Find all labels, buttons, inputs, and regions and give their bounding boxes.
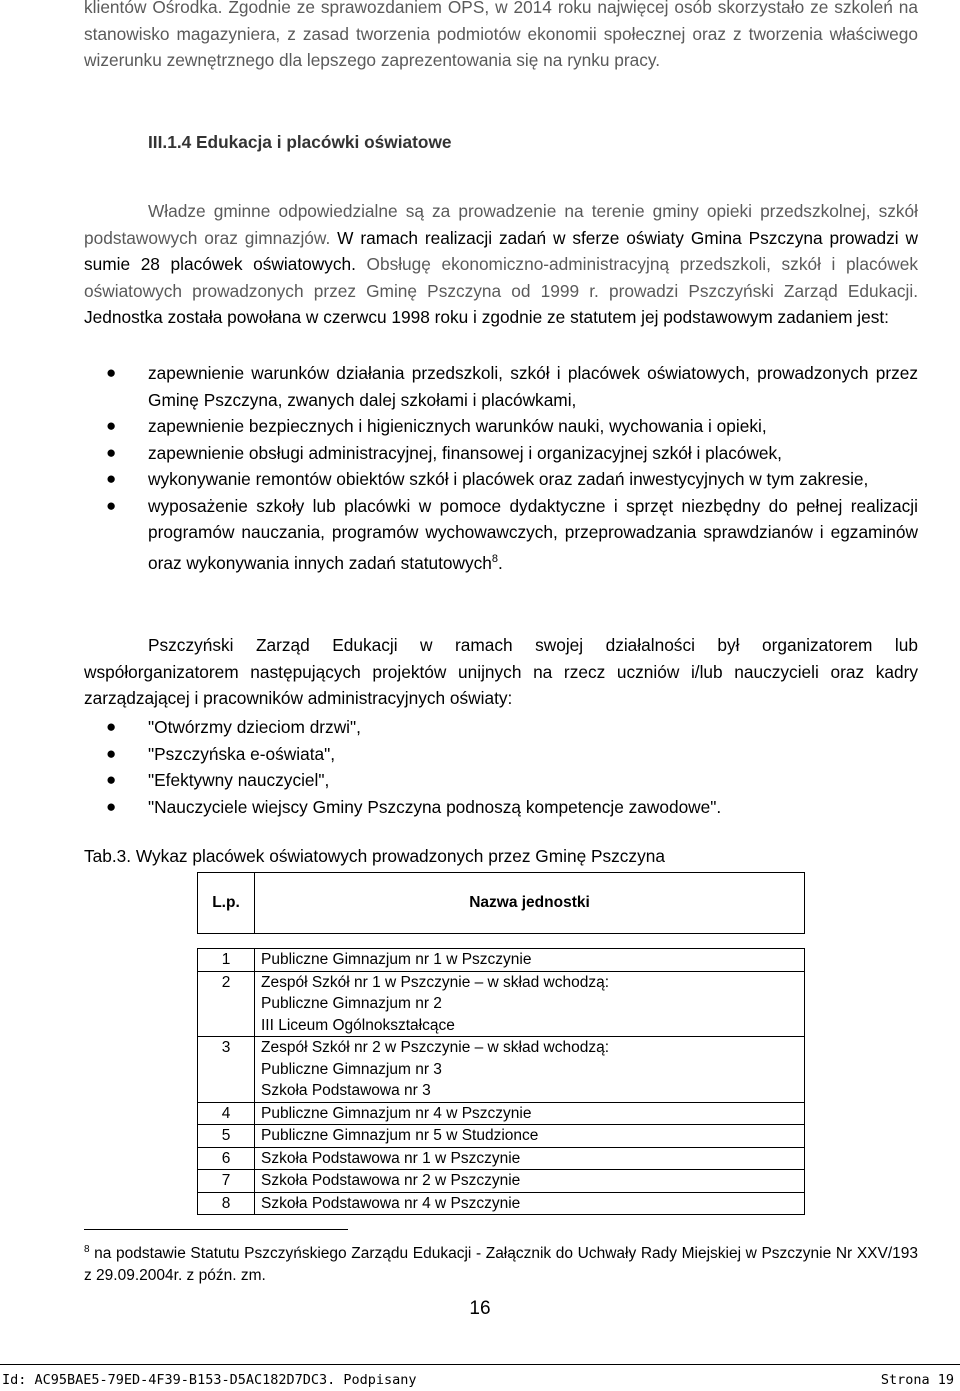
table-cell-lp: 2	[198, 971, 255, 1037]
list-item: ● "Otwórzmy dzieciom drzwi",	[84, 714, 918, 741]
schools-table	[197, 872, 805, 1215]
list-item: ● "Pszczyńska e-oświata",	[84, 741, 918, 768]
table-row	[198, 1037, 805, 1103]
bullet-icon: ●	[106, 469, 117, 488]
table-row	[198, 1147, 805, 1170]
document-id: Id: AC95BAE5-79ED-4F39-B153-D5AC182D7DC3. Podpisany	[2, 1372, 417, 1388]
footnote-number: 8	[84, 1244, 90, 1255]
projects-list	[84, 714, 918, 820]
main-paragraph	[84, 198, 918, 331]
table-cell-name: Szkoła Podstawowa nr 4 w Pszczynie	[255, 1192, 805, 1215]
table-cell-name: Zespół Szkół nr 2 w Pszczynie – w skład wchodzą: Publiczne Gimnazjum nr 3 Szkoła Podstawowa nr 3	[255, 1037, 805, 1103]
list-item: ● zapewnienie warunków działania przedszkoli, szkół i placówek oświatowych, prowadzonych przez Gminę Pszczyna, zwanych dalej szkołami i placówkami,	[84, 360, 918, 413]
bullet-icon: ●	[106, 495, 117, 515]
table-caption: Tab.3. Wykaz placówek oświatowych prowadzonych przez Gminę Pszczyna	[84, 846, 665, 866]
column-header-lp: L.p.	[198, 873, 255, 934]
table-cell-lp: 4	[198, 1102, 255, 1125]
table-cell-lp: 6	[198, 1147, 255, 1170]
table-row	[198, 1125, 805, 1148]
main-paragraph-sentence-4: Jednostka została powołana w czerwcu 1998 roku i zgodnie ze statutem jej podstawowym zadaniem jest:	[84, 307, 889, 327]
intro-paragraph: klientów Ośrodka. Zgodnie ze sprawozdaniem OPS, w 2014 roku najwięcej osób skorzystało ze szkoleń na stanowisko magazyniera, z zasad tworzenia podmiotów ekonomii społecznej oraz z tworzenia właściwego wizerunku zewnętrznego dla lepszego zaprezentowania się na rynku pracy.	[84, 0, 918, 70]
footnote-text: na podstawie Statutu Pszczyńskiego Zarządu Edukacji - Załącznik do Uchwały Rady Miejskiej w Pszczynie Nr XXV/193 z 29.09.2004r. z późn. zm.	[84, 1245, 918, 1285]
main-paragraph-sentence-1: Władze gminne odpowiedzialne są za prowadzenie na terenie gminy opieki przedszkolnej, szkół podstawowych oraz gimnazjów.	[84, 201, 918, 248]
table-row	[198, 1102, 805, 1125]
table-cell-name: Publiczne Gimnazjum nr 1 w Pszczynie	[255, 949, 805, 972]
table-cell-lp: 3	[198, 1037, 255, 1103]
table-row	[198, 949, 805, 972]
main-paragraph-sentence-3: Obsługę ekonomiczno-administracyjną przedszkoli, szkół i placówek oświatowych prowadzonych przez Gminę Pszczyna od 1999 r. prowadzi Pszczyński Zarząd Edukacji.	[84, 254, 918, 301]
column-header-name: Nazwa jednostki	[255, 873, 805, 934]
bullet-icon: ●	[106, 717, 117, 736]
table-cell-name: Szkoła Podstawowa nr 1 w Pszczynie	[255, 1147, 805, 1170]
table-cell-lp: 7	[198, 1170, 255, 1193]
list-item: ● "Efektywny nauczyciel",	[84, 767, 918, 794]
table-cell-lp: 1	[198, 949, 255, 972]
table-cell-name: Publiczne Gimnazjum nr 4 w Pszczynie	[255, 1102, 805, 1125]
page-label: Strona 19	[880, 1372, 954, 1388]
table-cell-lp: 8	[198, 1192, 255, 1215]
table-cell-lp: 5	[198, 1125, 255, 1148]
footnote-separator	[84, 1229, 348, 1230]
tasks-list	[84, 360, 918, 576]
bullet-icon: ●	[106, 796, 117, 816]
table-row	[198, 1170, 805, 1193]
list-item: ● wykonywanie remontów obiektów szkół i placówek oraz zadań inwestycyjnych w tym zakresie,	[84, 466, 918, 493]
table-header-row	[198, 873, 805, 934]
main-paragraph-sentence-2: W ramach realizacji zadań w sferze oświaty Gmina Pszczyna prowadzi w sumie 28 placówek oświatowych.	[84, 227, 918, 274]
section-heading: III.1.4 Edukacja i placówki oświatowe	[148, 132, 452, 152]
bullet-icon: ●	[106, 770, 117, 789]
page-number: 16	[469, 1298, 491, 1319]
list-item: ● wyposażenie szkoły lub placówki w pomoce dydaktyczne i sprzęt niezbędny do pełnej realizacji programów nauczania, programów wychowawczych, przeprowadzania sprawdzianów i egzaminów oraz wykonywania innych zadań statutowych$^8$.	[84, 493, 918, 576]
bullet-icon: ●	[106, 416, 117, 435]
bullet-icon: ●	[106, 743, 117, 763]
pze-paragraph: Pszczyński Zarząd Edukacji w ramach swojej działalności był organizatorem lub współorganizatorem następujących projektów unijnych na rzecz uczniów i/lub nauczycieli oraz kadry zarządzającej i pracowników administracyjnych oświaty:	[84, 635, 918, 708]
footnote-reference: 8	[491, 552, 499, 565]
table-cell-name: Zespół Szkół nr 1 w Pszczynie – w skład wchodzą: Publiczne Gimnazjum nr 2 III Liceum Ogólnokształcące	[255, 971, 805, 1037]
footnote	[84, 1239, 918, 1287]
list-item: ● zapewnienie obsługi administracyjnej, finansowej i organizacyjnej szkół i placówek,	[84, 440, 918, 467]
list-item: ● zapewnienie bezpiecznych i higienicznych warunków nauki, wychowania i opieki,	[84, 413, 918, 440]
footer-divider	[0, 1364, 960, 1365]
bullet-icon: ●	[106, 442, 117, 462]
list-item: ● "Nauczyciele wiejscy Gminy Pszczyna podnoszą kompetencje zawodowe".	[84, 794, 918, 821]
table-cell-name: Szkoła Podstawowa nr 2 w Pszczynie	[255, 1170, 805, 1193]
bullet-icon: ●	[106, 363, 117, 382]
table-row	[198, 971, 805, 1037]
table-cell-name: Publiczne Gimnazjum nr 5 w Studzionce	[255, 1125, 805, 1148]
table-row	[198, 1192, 805, 1215]
